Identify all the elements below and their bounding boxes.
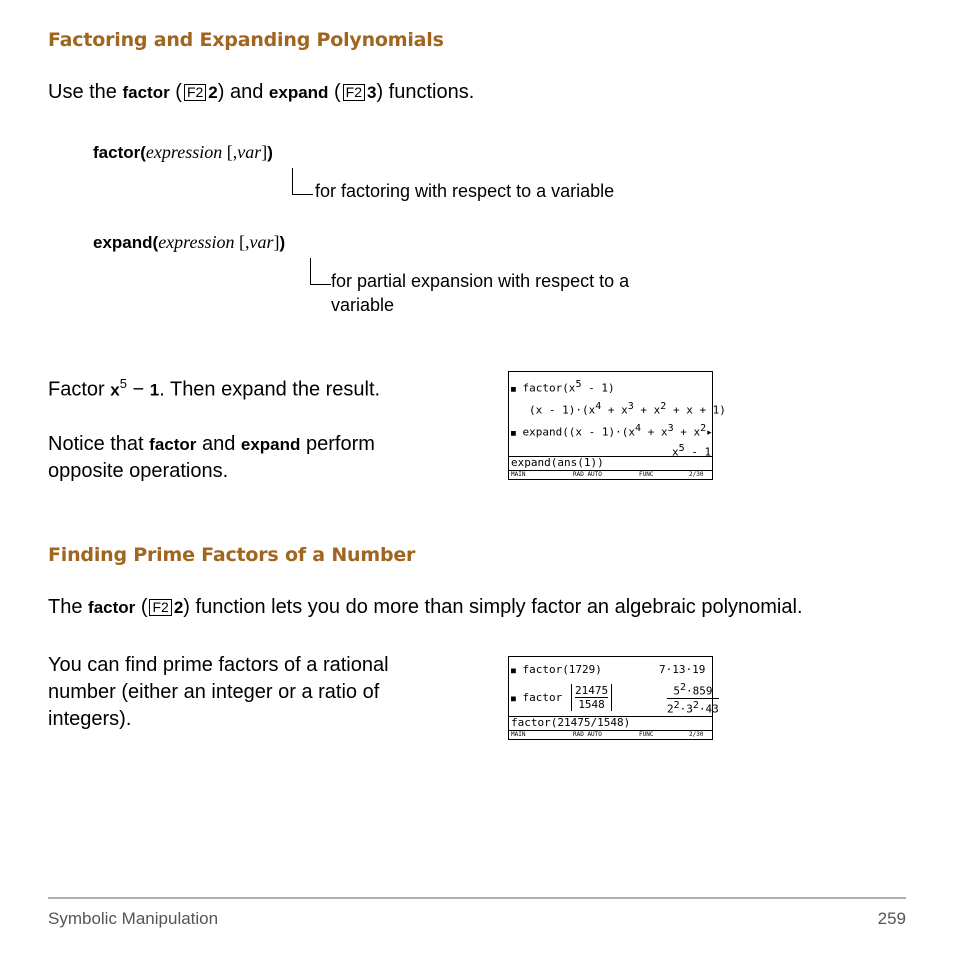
- scroll-right-icon: ▸: [706, 425, 713, 439]
- footer-section-title: Symbolic Manipulation: [48, 909, 219, 928]
- screen-text: + x: [633, 403, 661, 417]
- calculator-screen-prime-factors: [508, 656, 719, 740]
- entry-line: factor(21475/1548): [509, 716, 712, 729]
- key-number: 2: [208, 83, 218, 102]
- intro-factor-expand: [48, 79, 474, 106]
- status-graph: FUNC: [639, 731, 654, 738]
- expr-one: 1: [149, 380, 160, 400]
- screen-exponent: 2: [673, 699, 680, 711]
- syntax-paren: ): [279, 233, 286, 252]
- screen-exponent: 2: [660, 401, 667, 412]
- status-mode: MAIN: [511, 731, 526, 738]
- screen-text: (x - 1)·(x: [529, 403, 596, 417]
- screen-text: expand((x - 1)·(x: [522, 425, 636, 439]
- fraction-denominator: 1548: [578, 698, 605, 711]
- screen-exponent: 3: [627, 401, 634, 412]
- screen-text: ·3: [679, 702, 693, 716]
- footer-page-number: 259: [877, 909, 906, 928]
- screen-exponent: 2: [692, 699, 699, 711]
- screen-text: - 1: [684, 445, 712, 459]
- factor-keyword: factor: [88, 598, 136, 617]
- status-graph: FUNC: [639, 471, 654, 478]
- screen-exponent: 2: [679, 682, 686, 693]
- result-numerator: [667, 681, 719, 699]
- status-bar: [509, 730, 712, 739]
- notice-text: Notice that: [48, 432, 150, 455]
- example-line: [48, 370, 448, 404]
- expr-x: x: [110, 380, 120, 400]
- screen-exponent: 5: [575, 379, 582, 390]
- notice-line: [48, 431, 448, 458]
- paragraph-line: You can find prime factors of a rational: [48, 654, 389, 676]
- f2-key: F2: [343, 84, 365, 101]
- screen-text: + x: [641, 425, 668, 439]
- syntax-bracket: ]: [273, 232, 280, 252]
- fraction-input: [571, 684, 612, 711]
- screen-text: + x + 1): [666, 403, 726, 417]
- screen-text: factor: [522, 691, 563, 704]
- example-text: Factor: [48, 378, 111, 401]
- status-mode: MAIN: [511, 471, 526, 478]
- expr-exponent: 5: [119, 376, 127, 391]
- intro-text: ) and: [217, 81, 269, 103]
- history-entry-2: [511, 422, 713, 440]
- fraction-numerator: 21475: [575, 684, 609, 697]
- expand-keyword: expand: [268, 83, 329, 102]
- section-heading-factoring: Factoring and Expanding Polynomials: [48, 29, 444, 51]
- intro-text: Use the: [48, 81, 123, 103]
- intro-prime-factors: [48, 594, 803, 621]
- key-number: 3: [367, 83, 377, 102]
- syntax-paren: ): [267, 143, 273, 162]
- history-result-1: [529, 400, 726, 417]
- bullet-icon: ■: [511, 384, 516, 394]
- factor-keyword: factor: [149, 434, 197, 454]
- section-heading-prime-factors: Finding Prime Factors of a Number: [48, 544, 416, 566]
- screen-text: + x: [601, 403, 628, 417]
- screen-text: - 1): [581, 381, 615, 395]
- bullet-icon: ■: [511, 666, 516, 675]
- syntax-argument: expression: [158, 232, 235, 252]
- calculator-screen-factor-expand: [508, 371, 726, 480]
- factor-keyword: factor: [122, 83, 170, 102]
- syntax-function: factor(: [93, 143, 146, 162]
- bullet-icon: ■: [511, 694, 516, 703]
- fraction-result: [667, 681, 719, 715]
- callout-line: [310, 258, 331, 285]
- syntax-argument: expression: [145, 142, 223, 162]
- key-number: 2: [173, 598, 184, 617]
- screen-text: ·859: [685, 684, 713, 698]
- expand-keyword: expand: [240, 434, 301, 454]
- intro-text: (: [328, 81, 341, 103]
- entry-line: expand(ans(1)): [509, 456, 712, 469]
- note-expand-var: [331, 269, 629, 317]
- intro-text: ) functions.: [376, 81, 475, 103]
- intro-text: The: [48, 596, 89, 618]
- history-entry-1: [511, 663, 602, 677]
- syntax-bracket: [,: [234, 232, 250, 252]
- syntax-function: expand(: [93, 233, 159, 252]
- notice-text: and: [196, 432, 241, 455]
- status-angle: RAD AUTO: [573, 731, 602, 738]
- screen-exponent: 5: [678, 443, 685, 454]
- syntax-var: var: [237, 142, 262, 162]
- f2-key: F2: [149, 599, 171, 616]
- status-count: 2/30: [689, 471, 704, 478]
- notice-line: opposite operations.: [48, 459, 229, 482]
- history-entry-1: [511, 378, 615, 396]
- screen-text: ·43: [698, 702, 719, 716]
- screen-text: 5: [673, 684, 680, 698]
- intro-text: (: [135, 596, 148, 618]
- intro-text: ) function lets you do more than simply factor an algebraic polynomial.: [183, 596, 803, 618]
- expr-minus: −: [126, 378, 150, 401]
- paragraph-line: number (either an integer or a ratio of: [48, 681, 380, 703]
- screen-exponent: 4: [595, 401, 602, 412]
- expand-syntax: [93, 232, 285, 253]
- note-line: for partial expansion with respect to a: [331, 271, 630, 291]
- syntax-bracket: [,: [222, 142, 238, 162]
- factor-syntax: [93, 142, 273, 163]
- footer-rule: [48, 897, 906, 899]
- screen-exponent: 3: [667, 423, 674, 434]
- result-denominator: [667, 699, 719, 716]
- syntax-bracket: ]: [261, 142, 268, 162]
- f2-key: F2: [184, 84, 206, 101]
- screen-exponent: 2: [700, 423, 707, 434]
- notice-text: perform: [300, 432, 375, 455]
- bullet-icon: ■: [511, 428, 516, 438]
- screen-text: + x: [673, 425, 701, 439]
- screen-text: x: [672, 445, 679, 459]
- note-line: variable: [331, 295, 395, 315]
- syntax-var: var: [249, 232, 274, 252]
- history-entry-2-label: [511, 691, 562, 705]
- factor-example-text: [48, 370, 448, 485]
- status-angle: RAD AUTO: [573, 471, 602, 478]
- callout-line: [292, 168, 313, 195]
- prime-factors-paragraph: [48, 652, 448, 733]
- screen-exponent: 4: [635, 423, 642, 434]
- screen-text: factor(1729): [522, 663, 602, 676]
- history-result-1: 7·13·19: [659, 663, 706, 676]
- screen-text: 2: [667, 702, 674, 716]
- paragraph-line: integers).: [48, 708, 132, 730]
- example-text: . Then expand the result.: [159, 378, 381, 401]
- status-count: 2/30: [689, 731, 704, 738]
- status-bar: [509, 470, 712, 479]
- note-factor-var: for factoring with respect to a variable: [315, 181, 615, 201]
- intro-text: (: [169, 81, 182, 103]
- screen-text: factor(x: [522, 381, 576, 395]
